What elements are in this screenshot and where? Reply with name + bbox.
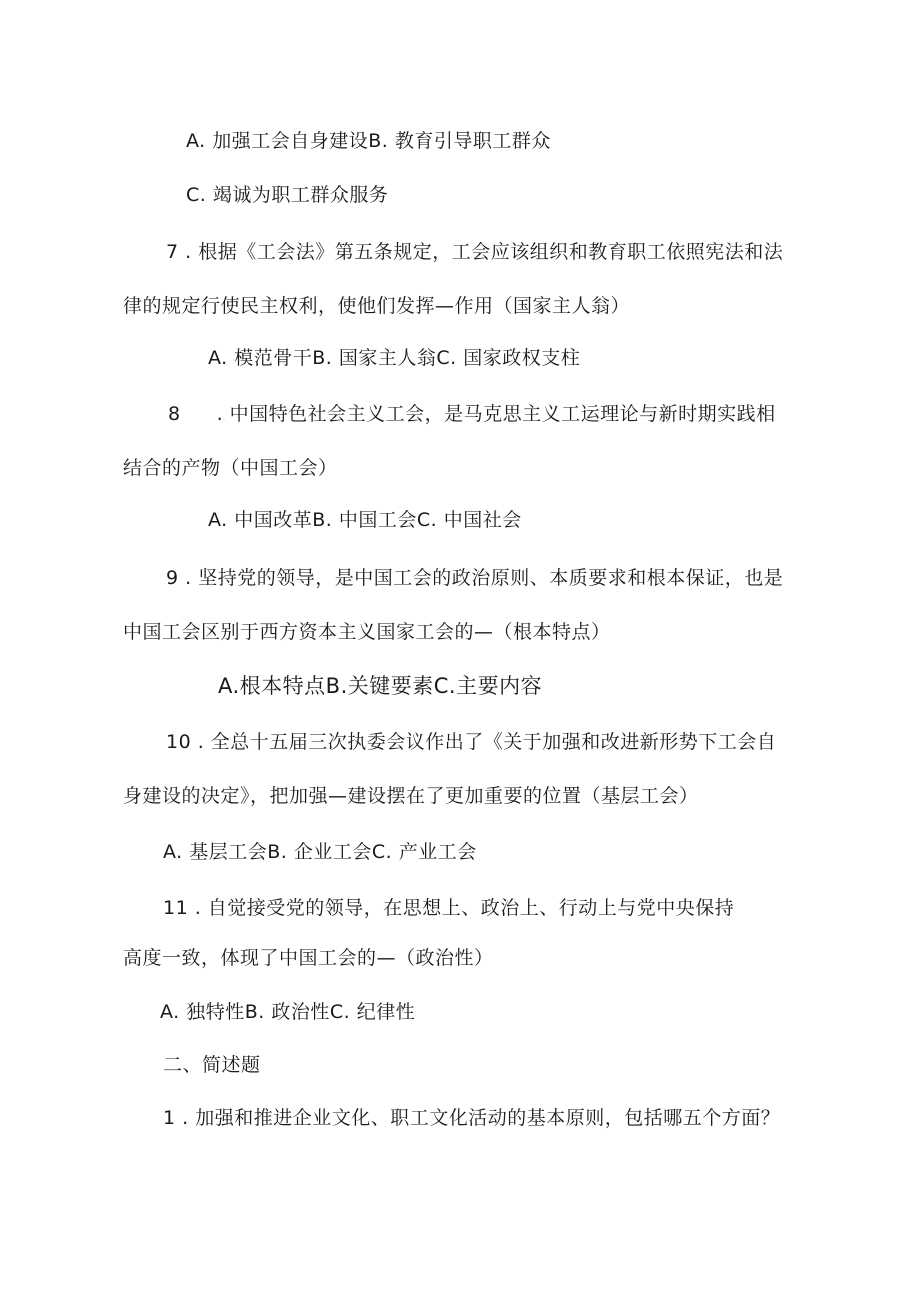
question-8-line-2: 结合的产物（中国工会）	[123, 457, 338, 479]
options-line-6: A. 加强工会自身建设B. 教育引导职工群众	[186, 130, 551, 152]
question-9-line-1: 9 . 坚持党的领导，是中国工会的政治原则、本质要求和根本保证，也是	[166, 567, 784, 589]
question-8-options: A. 中国改革B. 中国工会C. 中国社会	[208, 509, 522, 531]
question-9-line-2: 中国工会区别于西方资本主义国家工会的—（根本特点）	[123, 621, 611, 643]
question-7-line-1: 7 . 根据《工会法》第五条规定，工会应该组织和教育职工依照宪法和法	[166, 241, 784, 263]
question-11-line-2: 高度一致，体现了中国工会的—（政治性）	[123, 947, 494, 969]
options-line-6-c: C. 竭诚为职工群众服务	[186, 184, 389, 206]
question-11-line-1: 11 . 自觉接受党的领导，在思想上、政治上、行动上与党中央保持	[163, 897, 735, 919]
question-7-options: A. 模范骨干B. 国家主人翁C. 国家政权支柱	[208, 347, 581, 369]
question-10-line-1: 10 . 全总十五届三次执委会议作出了《关于加强和改进新形势下工会自	[166, 731, 777, 753]
question-7-line-2: 律的规定行使民主权利，使他们发挥—作用（国家主人翁）	[123, 295, 631, 317]
question-10-line-2: 身建设的决定》，把加强—建设摆在了更加重要的位置（基层工会）	[123, 785, 699, 807]
section-heading-short-answer: 二、简述题	[163, 1054, 261, 1076]
question-8-text: . 中国特色社会主义工会，是马克思主义工运理论与新时期实践相	[216, 403, 776, 425]
short-answer-question-1: 1 . 加强和推进企业文化、职工文化活动的基本原则，包括哪五个方面？	[163, 1107, 781, 1129]
question-8-line-1	[168, 402, 776, 426]
question-9-options: A.根本特点B.关键要素C.主要内容	[218, 674, 543, 698]
question-10-options: A. 基层工会B. 企业工会C. 产业工会	[163, 841, 477, 863]
question-8-number: 8	[168, 403, 181, 425]
question-11-options: A. 独特性B. 政治性C. 纪律性	[160, 1001, 416, 1023]
